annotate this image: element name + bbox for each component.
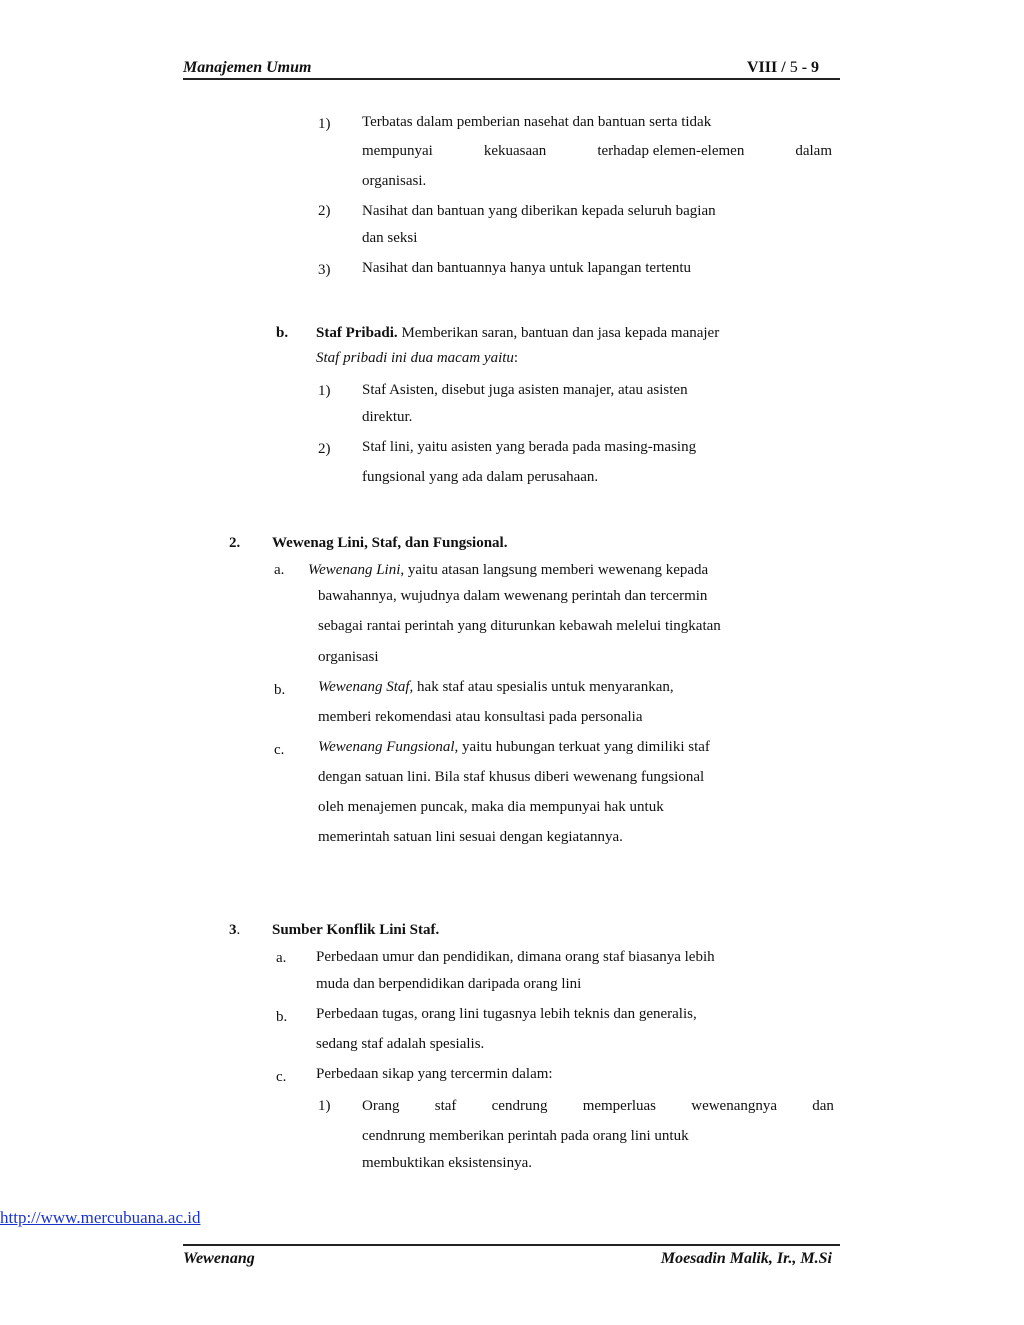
header-title: Manajemen Umum [183,59,312,76]
list-item-line: cendnrung memberikan perintah pada orang lini untuk [362,1128,689,1144]
list-number: 2) [318,441,331,457]
item-line: oleh menajemen puncak, maka dia mempunyai hak untuk [318,799,664,815]
list-item-line: fungsional yang ada dalam perusahaan. [362,469,599,485]
item-line: memberi rekomendasi atau konsultasi pada personalia [318,709,643,725]
list-number: 1) [318,383,331,399]
header-page-number: VIII / 5 - 9 [747,59,820,76]
list-item-line: Terbatas dalam pemberian nasehat dan bantuan serta tidak [362,114,712,130]
list-number: 1) [318,116,331,132]
item-line: Perbedaan sikap yang tercermin dalam: [316,1066,553,1082]
item-first-line: Wewenang Fungsional, yaitu hubungan terkuat yang dimiliki staf [318,739,710,755]
staf-pribadi-intro: Staf pribadi ini dua macam yaitu: [316,350,519,366]
section-title: Wewenag Lini, Staf, dan Fungsional. [272,535,508,551]
section-number: 3. [229,922,241,938]
list-item-line: membuktikan eksistensinya. [362,1155,532,1171]
item-first-line: Wewenang Lini, yaitu atasan langsung memberi wewenang kepada [308,562,709,578]
list-item-line: Nasihat dan bantuannya hanya untuk lapangan tertentu [362,260,692,276]
section-title: Sumber Konflik Lini Staf. [272,922,440,938]
list-number: 2) [318,203,331,219]
list-item-line: organisasi. [362,173,427,189]
item-letter: a. [274,562,285,578]
item-line: Perbedaan tugas, orang lini tugasnya lebih teknis dan generalis, [316,1006,697,1022]
item-first-line: Wewenang Staf, hak staf atau spesialis untuk menyarankan, [318,679,674,695]
item-letter: a. [276,950,287,966]
list-item-line: Staf Asisten, disebut juga asisten manajer, atau asisten [362,382,688,398]
item-line: sebagai rantai perintah yang diturunkan kebawah melelui tingkatan [318,618,721,634]
item-letter: b. [274,682,286,698]
item-line: Perbedaan umur dan pendidikan, dimana orang staf biasanya lebih [316,949,715,965]
item-letter: b. [276,1009,288,1025]
footer-author: Moesadin Malik, Ir., M.Si [660,1250,832,1267]
list-number: 1) [318,1098,331,1114]
item-line: bawahannya, wujudnya dalam wewenang perintah dan tercermin [318,588,708,604]
section-number: 2. [229,535,241,551]
item-letter: c. [274,742,285,758]
list-number: 3) [318,262,331,278]
item-letter: c. [276,1069,287,1085]
list-item-line: Nasihat dan bantuan yang diberikan kepada seluruh bagian [362,203,716,219]
header-rule [183,78,840,80]
item-letter: b. [276,325,289,341]
item-line: organisasi [318,649,379,665]
footer-left: Wewenang [183,1250,255,1267]
item-line: muda dan berpendidikan daripada orang lini [316,976,582,992]
list-item-line: Staf lini, yaitu asisten yang berada pada masing-masing [362,439,697,455]
list-item-line-justified: Orang staf cendrung memperluas wewenangnya dan [362,1098,834,1114]
staf-pribadi-heading: Staf Pribadi. Memberikan saran, bantuan dan jasa kepada manajer [316,325,720,341]
footer-rule [183,1244,840,1246]
list-item-line-justified: mempunyai kekuasaan terhadap elemen-elemen dalam [362,143,832,159]
website-link[interactable]: http://www.mercubuana.ac.id [0,1208,201,1227]
item-line: sedang staf adalah spesialis. [316,1036,485,1052]
item-line: dengan satuan lini. Bila staf khusus diberi wewenang fungsional [318,769,705,785]
list-item-line: dan seksi [362,230,418,246]
list-item-line: direktur. [362,409,413,425]
item-line: memerintah satuan lini sesuai dengan kegiatannya. [318,829,623,845]
